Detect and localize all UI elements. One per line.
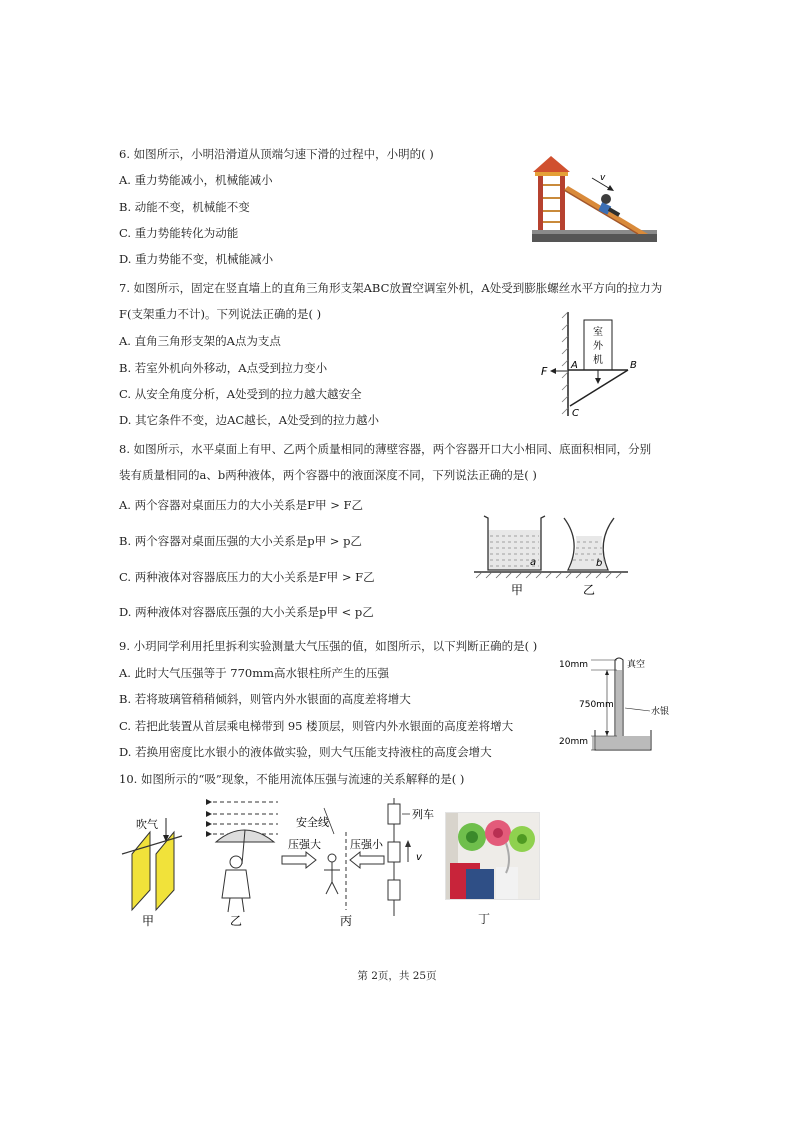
pressure-small-label: 压强小 [350,838,383,851]
q9-option-a: A. 此时大气压强等于 770mm高水银柱所产生的压强 [119,666,390,680]
q7-stem-line2: F(支架重力不计)。下列说法正确的是( ) [119,307,322,321]
q7-option-b: B. 若室外机向外移动，A点受到拉力变小 [119,361,328,375]
train-label: 列车 [412,808,434,821]
suction-hook-photo [445,812,540,900]
q6-option-d: D. 重力势能不变，机械能减小 [119,252,274,266]
liquid-a-label: a [530,557,537,568]
fig-bing-label: 丙 [339,914,353,928]
q6-option-a: A. 重力势能减小，机械能减小 [119,173,273,187]
fig-ding-label: 丁 [478,912,491,926]
q9-option-b: B. 若将玻璃管稍稍倾斜，则管内外水银面的高度差将增大 [119,692,411,706]
bracket-figure [540,308,650,420]
blow-label: 吹气 [136,818,158,831]
q9-stem: 9. 小玥同学利用托里拆利实验测量大气压强的值，如图所示，以下判断正确的是( ) [119,639,538,653]
q8-option-c: C. 两种液体对容器底压力的大小关系是F甲 > F乙 [119,570,375,584]
q7-option-d: D. 其它条件不变，边AC越长，A处受到的拉力越小 [119,413,380,427]
q6-option-c: C. 重力势能转化为动能 [119,226,239,240]
q9-option-c: C. 若把此装置从首层乘电梯带到 95 楼顶层，则管内外水银面的高度差将增大 [119,719,514,733]
mercury-label: 水银 [651,707,670,717]
container-jia-label: 甲 [510,583,524,596]
point-c-label: C [572,408,579,419]
q8-stem-line2: 装有质量相同的a、b两种液体，两个容器中的液面深度不同，下列说法正确的是( ) [119,468,537,482]
q9-option-d: D. 若换用密度比水银小的液体做实验，则大气压能支持液柱的高度会增大 [119,745,492,759]
page-footer: 第 2页，共 25页 [357,970,437,982]
q7-option-a: A. 直角三角形支架的A点为支点 [119,334,281,348]
q8-option-d: D. 两种液体对容器底压强的大小关系是p甲 < p乙 [119,605,374,619]
point-b-label: B [630,360,637,371]
q6-option-b: B. 动能不变，机械能不变 [119,200,250,214]
q7-stem-line1: 7. 如图所示，固定在竖直墙上的直角三角形支架ABC放置空调室外机，A处受到膨胀螺丝水平方向的拉力为 [119,281,663,295]
q10-stem: 10. 如图所示的“吸”现象，不能用流体压强与流速的关系解释的是( ) [119,772,465,786]
dim-20mm: 20mm [559,737,588,747]
train-velocity-label: v [416,852,422,863]
torricelli-figure [555,656,685,756]
suction-figures [118,798,438,930]
force-label: F [541,365,548,378]
dim-10mm: 10mm [559,660,588,670]
slide-velocity-label: v [600,173,606,183]
box-label-3: 机 [593,355,603,366]
containers-figure [472,506,632,596]
safety-line-label: 安全线 [296,816,329,829]
point-a-label: A [571,360,578,371]
pressure-big-label: 压强大 [288,838,321,851]
box-label-1: 室 [593,327,603,338]
fig-jia-label: 甲 [141,914,155,928]
box-label-2: 外 [593,341,603,352]
q7-option-c: C. 从安全角度分析，A处受到的拉力越大越安全 [119,387,362,401]
vacuum-label: 真空 [627,660,646,670]
dim-750mm: 750mm [579,700,614,710]
q8-option-a: A. 两个容器对桌面压力的大小关系是F甲 > F乙 [119,498,364,512]
q8-option-b: B. 两个容器对桌面压强的大小关系是p甲 > p乙 [119,534,362,548]
container-yi-label: 乙 [582,583,596,596]
fig-yi-label: 乙 [229,914,243,928]
liquid-b-label: b [596,558,603,569]
slide-figure [530,150,660,245]
q8-stem-line1: 8. 如图所示，水平桌面上有甲、乙两个质量相同的薄壁容器，两个容器开口大小相同、底面积相同，分别 [119,442,652,456]
q6-stem: 6. 如图所示，小明沿滑道从顶端匀速下滑的过程中，小明的( ) [119,147,434,161]
